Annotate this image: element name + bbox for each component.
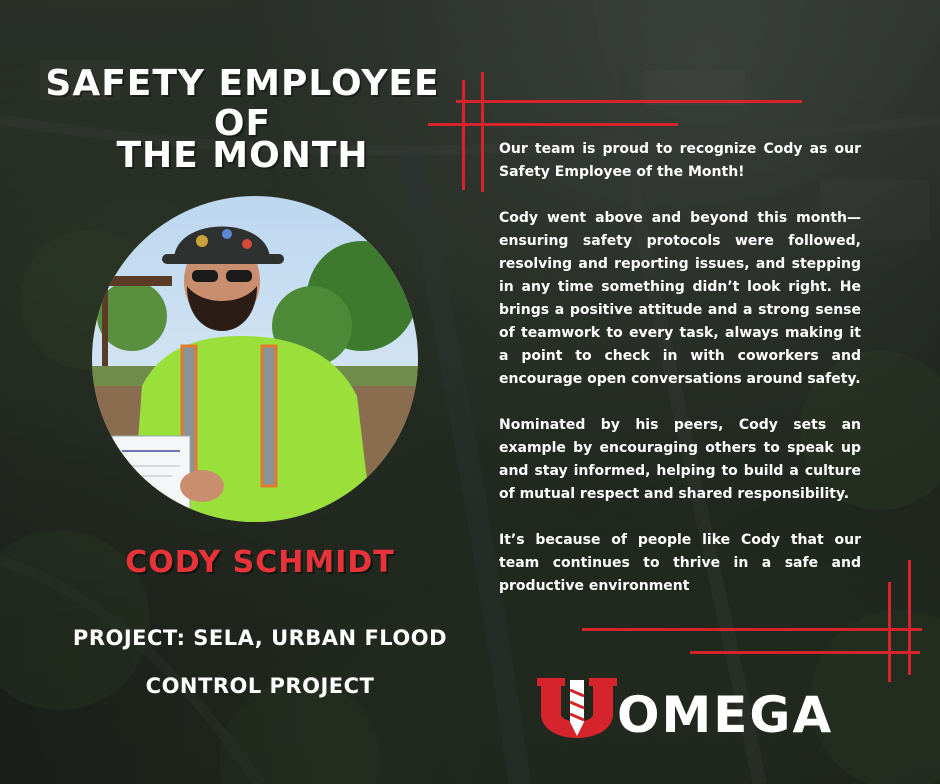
paragraph: It’s because of people like Cody that our team continues to thrive in a safe and productive environment (499, 532, 861, 594)
drill-bit-icon (537, 674, 617, 754)
paragraph: Our team is proud to recognize Cody as our Safety Employee of the Month! (499, 141, 861, 180)
recognition-text (499, 138, 861, 621)
paragraph: Nominated by his peers, Cody sets an example by encouraging others to speak up and stay informed, helping to build a culture of mutual respect and shared responsibility. (499, 417, 861, 502)
red-rule (690, 651, 920, 654)
employee-photo (92, 196, 418, 522)
red-rule (456, 100, 802, 103)
red-rule (888, 582, 891, 682)
project-line-1: PROJECT: SELA, URBAN FLOOD (72, 626, 448, 650)
red-rule (582, 628, 922, 631)
page-title-line-2: THE MONTH (116, 135, 369, 176)
red-rule (908, 560, 911, 675)
project-line-2: CONTROL PROJECT (145, 674, 375, 698)
red-rule (481, 72, 484, 192)
employee-name: CODY SCHMIDT (125, 545, 395, 580)
logo-wordmark: OMEGA (617, 686, 834, 744)
red-rule (428, 123, 678, 126)
page-title-line-1: SAFETY EMPLOYEE OF (45, 63, 440, 144)
paragraph: Cody went above and beyond this month—ensuring safety protocols were followed, resolving and reporting issues, and stepping in any time something didn’t look right. He brings a positive attitude and a strong sense of teamwork to every task, always making it a point to check in with coworkers and encourage open conversations around safety. (499, 210, 861, 387)
omega-logo (537, 674, 867, 754)
